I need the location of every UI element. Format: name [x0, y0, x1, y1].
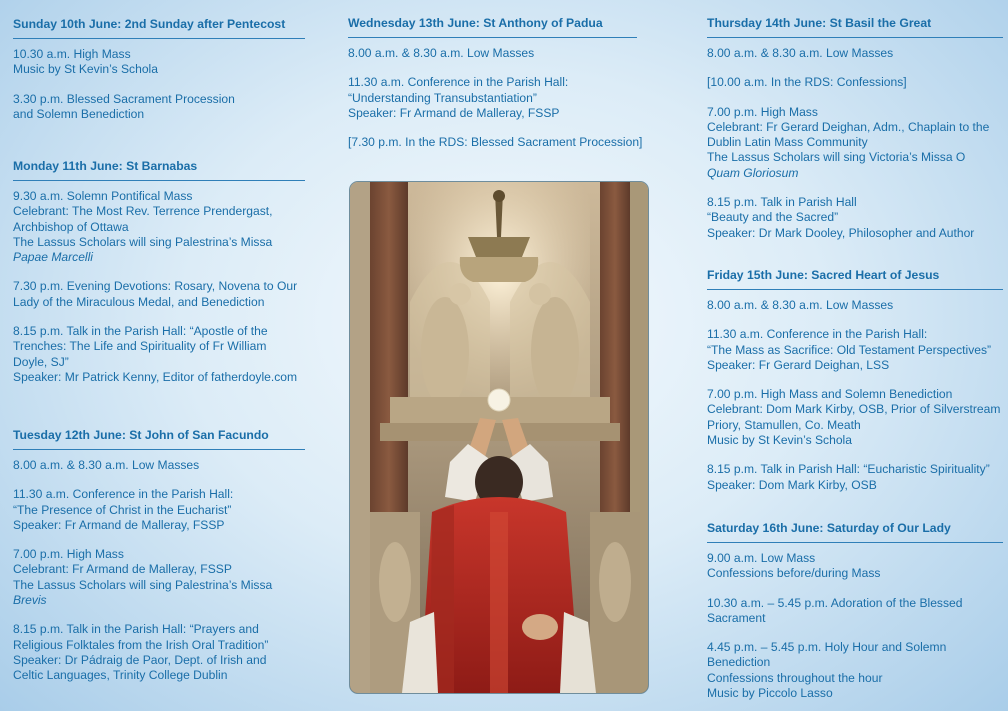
event-line: Celebrant: Dom Mark Kirby, OSB, Prior of Silverstream [707, 402, 1001, 417]
event-line: The Lassus Scholars will sing Palestrina’s Missa [13, 234, 273, 249]
event-line: 8.00 a.m. & 8.30 a.m. Low Masses [13, 458, 200, 472]
event-line: Religious Folktales from the Irish Oral Tradition” [13, 637, 269, 652]
event-line: 8.00 a.m. & 8.30 a.m. Low Masses [707, 46, 894, 60]
event-line: Music by Piccolo Lasso [707, 686, 833, 701]
event [707, 46, 1003, 61]
event-line: The Lassus Scholars will sing Palestrina’s Missa [13, 577, 273, 592]
event [348, 75, 637, 121]
event-line: 11.30 a.m. Conference in the Parish Hall: [707, 327, 928, 342]
event [13, 622, 305, 683]
event-line: 9.30 a.m. Solemn Pontifical Mass [13, 189, 193, 203]
event-line: Speaker: Dr Pádraig de Paor, Dept. of Irish and [13, 652, 267, 667]
event-line: Celebrant: The Most Rev. Terrence Prendergast, [13, 204, 273, 219]
event [707, 105, 1003, 181]
event-line: Speaker: Fr Armand de Malleray, FSSP [13, 517, 225, 532]
event [13, 189, 305, 265]
photo-elevation-of-host [349, 181, 649, 694]
day-heading: Friday 15th June: Sacred Heart of Jesus [707, 268, 1003, 290]
event-line: Celebrant: Fr Gerard Deighan, Adm., Chaplain to the [707, 119, 990, 134]
event [13, 47, 305, 78]
event-line: 10.30 a.m. High Mass [13, 47, 131, 61]
event-line: Speaker: Dr Mark Dooley, Philosopher and Author [707, 225, 975, 240]
day-heading: Sunday 10th June: 2nd Sunday after Pentecost [13, 17, 305, 39]
event [707, 327, 1003, 373]
day-heading: Thursday 14th June: St Basil the Great [707, 16, 1003, 38]
event [13, 279, 305, 310]
day-thursday [707, 16, 1003, 241]
event [13, 324, 305, 385]
event-line: 9.00 a.m. Low Mass [707, 551, 816, 565]
event-line: Brevis [13, 593, 47, 608]
day-tuesday [13, 428, 305, 684]
event-line: 7.00 p.m. High Mass and Solemn Benediction [707, 387, 953, 402]
event [348, 46, 637, 61]
event-line: Confessions before/during Mass [707, 566, 881, 581]
event-line: 8.15 p.m. Talk in Parish Hall: “Eucharistic Spirituality” [707, 462, 990, 477]
event [13, 92, 305, 123]
day-wednesday [348, 16, 643, 150]
event-line: 11.30 a.m. Conference in the Parish Hall: [348, 75, 569, 90]
event-line: 11.30 a.m. Conference in the Parish Hall: [13, 487, 234, 502]
day-heading: Saturday 16th June: Saturday of Our Lady [707, 521, 1003, 543]
event [13, 547, 305, 608]
event-line: Dublin Latin Mass Community [707, 135, 868, 150]
event-line: Archbishop of Ottawa [13, 219, 129, 234]
day-monday [13, 159, 305, 385]
event-line: Music by St Kevin’s Schola [707, 433, 852, 448]
event [707, 462, 1003, 493]
event-line: Speaker: Fr Armand de Malleray, FSSP [348, 105, 560, 120]
event-line: 8.15 p.m. Talk in the Parish Hall: “Prayers and [13, 622, 259, 637]
event [707, 387, 1003, 448]
event-line: Quam Gloriosum [707, 165, 799, 180]
event-line: 8.00 a.m. & 8.30 a.m. Low Masses [707, 298, 894, 312]
day-friday [707, 268, 1003, 493]
event [707, 195, 1003, 241]
event [707, 551, 1003, 582]
day-saturday [707, 521, 1003, 701]
event-line: “The Presence of Christ in the Eucharist” [13, 502, 232, 517]
event-line: 4.45 p.m. – 5.45 p.m. Holy Hour and Solemn [707, 640, 947, 655]
day-heading: Tuesday 12th June: St John of San Facundo [13, 428, 305, 450]
event-line: 7.30 p.m. Evening Devotions: Rosary, Novena to Our [13, 279, 298, 294]
event [707, 298, 1003, 313]
event-line: Doyle, SJ” [13, 354, 69, 369]
event [13, 487, 305, 533]
day-sunday [13, 17, 305, 122]
day-heading: Monday 11th June: St Barnabas [13, 159, 305, 181]
priest-elevating-host-illustration [350, 182, 648, 693]
event-line: 7.00 p.m. High Mass [13, 547, 124, 562]
event-line: and Solemn Benediction [13, 106, 145, 121]
event-line: The Lassus Scholars will sing Victoria’s Missa O [707, 150, 966, 165]
event-line: [7.30 p.m. In the RDS: Blessed Sacrament Procession] [348, 135, 643, 150]
event-line: 10.30 a.m. – 5.45 p.m. Adoration of the Blessed [707, 595, 963, 610]
event [13, 458, 305, 473]
event-line: Celebrant: Fr Armand de Malleray, FSSP [13, 562, 232, 577]
day-heading: Wednesday 13th June: St Anthony of Padua [348, 16, 637, 38]
event-line: Papae Marcelli [13, 250, 93, 265]
event-line: “The Mass as Sacrifice: Old Testament Perspectives” [707, 342, 992, 357]
event-line: Speaker: Mr Patrick Kenny, Editor of fatherdoyle.com [13, 369, 298, 384]
event-line: Celtic Languages, Trinity College Dublin [13, 668, 228, 683]
event-line: Speaker: Fr Gerard Deighan, LSS [707, 357, 890, 372]
event-line: Benediction [707, 655, 771, 670]
event-line: [10.00 a.m. In the RDS: Confessions] [707, 75, 907, 90]
event [348, 135, 643, 150]
event-line: 7.00 p.m. High Mass [707, 104, 818, 119]
event-line: “Understanding Transubstantiation” [348, 90, 537, 105]
event [707, 640, 1003, 701]
event [707, 596, 1003, 627]
event-line: 8.15 p.m. Talk in Parish Hall [707, 195, 857, 210]
event-line: Sacrament [707, 610, 766, 625]
event-line: Trenches: The Life and Spirituality of Fr William [13, 339, 267, 354]
event-line: Confessions throughout the hour [707, 670, 883, 685]
event-line: Speaker: Dom Mark Kirby, OSB [707, 477, 877, 492]
event-line: Priory, Stamullen, Co. Meath [707, 417, 861, 432]
event-line: Lady of the Miraculous Medal, and Benediction [13, 294, 265, 309]
event [707, 75, 1003, 90]
event-line: 8.00 a.m. & 8.30 a.m. Low Masses [348, 46, 535, 60]
event-line: 8.15 p.m. Talk in the Parish Hall: “Apostle of the [13, 324, 268, 339]
event-line: “Beauty and the Sacred” [707, 210, 839, 225]
event-line: Music by St Kevin’s Schola [13, 62, 158, 77]
event-line: 3.30 p.m. Blessed Sacrament Procession [13, 91, 235, 106]
